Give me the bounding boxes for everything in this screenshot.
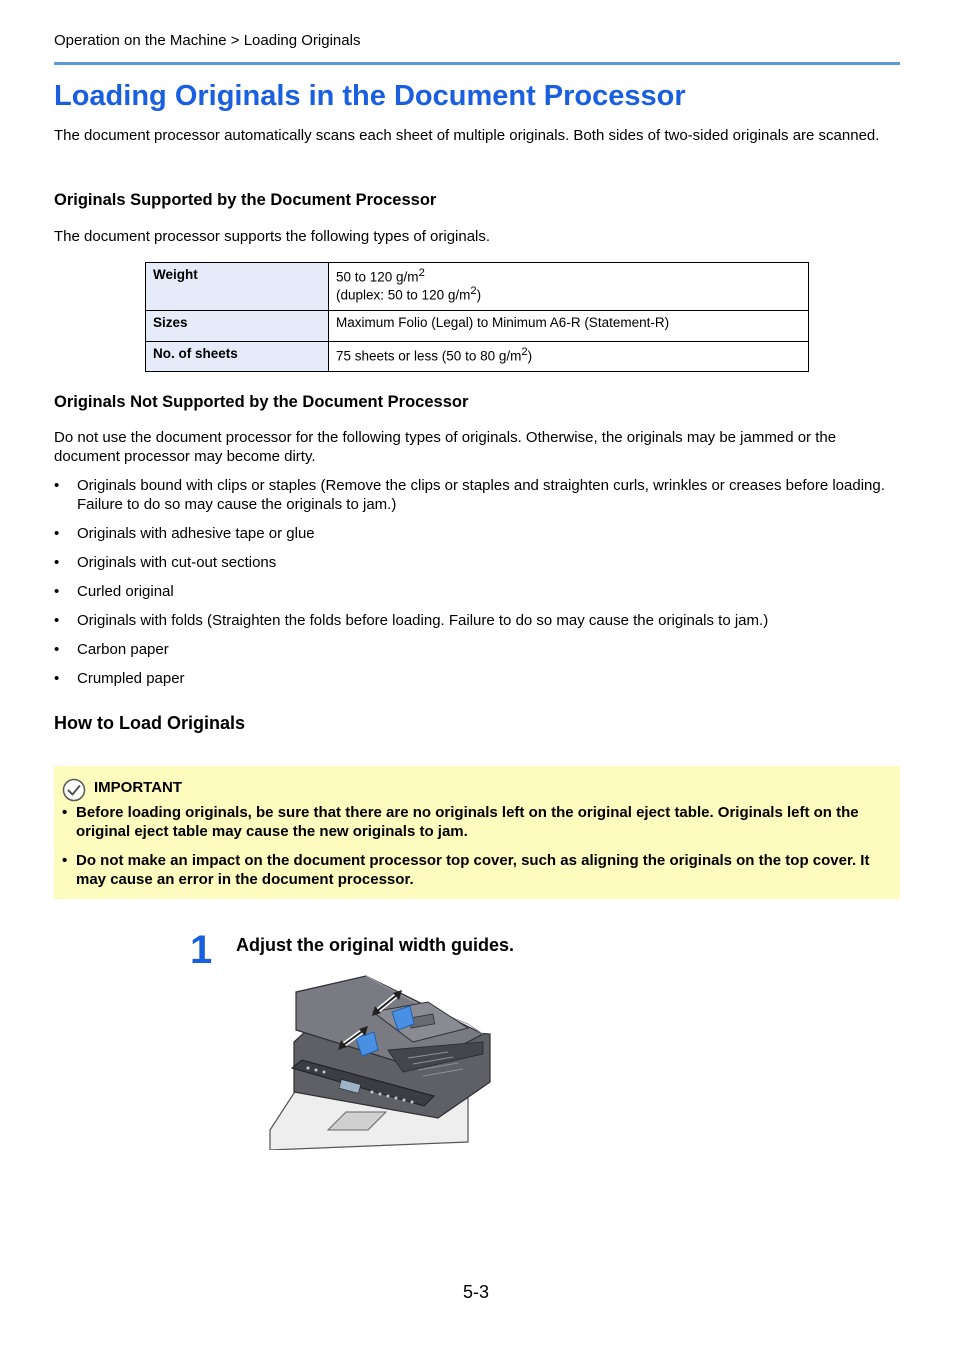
supported-text: The document processor supports the following types of originals. — [54, 228, 491, 245]
how-to-heading: How to Load Originals — [54, 713, 246, 733]
table-key: No. of sheets — [146, 342, 329, 372]
not-supported-heading: Originals Not Supported by the Document Processor — [54, 393, 469, 411]
table-row — [146, 342, 809, 372]
list-item: • Originals with adhesive tape or glue — [54, 525, 315, 542]
intro-text: The document processor automatically scans each sheet of multiple originals. Both sides of two-sided originals are scanned. — [54, 127, 880, 144]
list-item: • Originals with folds (Straighten the folds before loading. Failure to do so may cause the originals to jam.) — [54, 612, 769, 629]
page-title: Loading Originals in the Document Processor — [54, 80, 686, 112]
important-title: IMPORTANT — [94, 779, 183, 796]
supported-heading: Originals Supported by the Document Processor — [54, 191, 437, 209]
list-item: • Carbon paper — [54, 641, 169, 658]
important-box — [54, 766, 900, 899]
list-item: • Crumpled paper — [54, 670, 185, 687]
step-number: 1 — [190, 928, 213, 972]
list-item: • Originals bound with clips or staples (Remove the clips or staples and straighten curls, wrinkles or creases before loading. Failure to do so may cause the originals to jam.) — [54, 477, 885, 513]
page-number: 5-3 — [463, 1282, 490, 1302]
step-text: Adjust the original width guides. — [236, 935, 514, 955]
printer-illustration — [268, 972, 498, 1150]
list-item: • Before loading originals, be sure that there are no originals left on the original eject table. Originals left on the original eject table may cause the new originals to jam. — [62, 804, 859, 840]
table-value: 50 to 120 $g/m^2$ (duplex: 50 to 120 $g/m^2$) — [329, 263, 809, 311]
not-supported-text: Do not use the document processor for the following types of originals. Otherwise, the originals may be jammed or the document processor may become dirty. — [54, 429, 837, 465]
table-value: 75 sheets or less (50 to 80 $g/m^2$) — [329, 342, 809, 372]
list-item: • Do not make an impact on the document processor top cover, such as aligning the originals on the top cover. It may cause an error in the document processor. — [62, 852, 870, 888]
table-key: Sizes — [146, 311, 329, 342]
list-item: • Curled original — [54, 583, 174, 600]
header-rule — [54, 62, 900, 65]
list-item: • Originals with cut-out sections — [54, 554, 277, 571]
important-list — [62, 803, 887, 899]
table-value: Maximum Folio (Legal) to Minimum A6-R (Statement-R) — [329, 311, 809, 342]
breadcrumb: Operation on the Machine > Loading Originals — [54, 32, 361, 49]
table-row — [146, 311, 809, 342]
check-circle-icon — [62, 778, 86, 802]
specs-table — [145, 262, 809, 372]
table-key: Weight — [146, 263, 329, 311]
not-supported-list — [54, 476, 900, 698]
table-row — [146, 263, 809, 311]
